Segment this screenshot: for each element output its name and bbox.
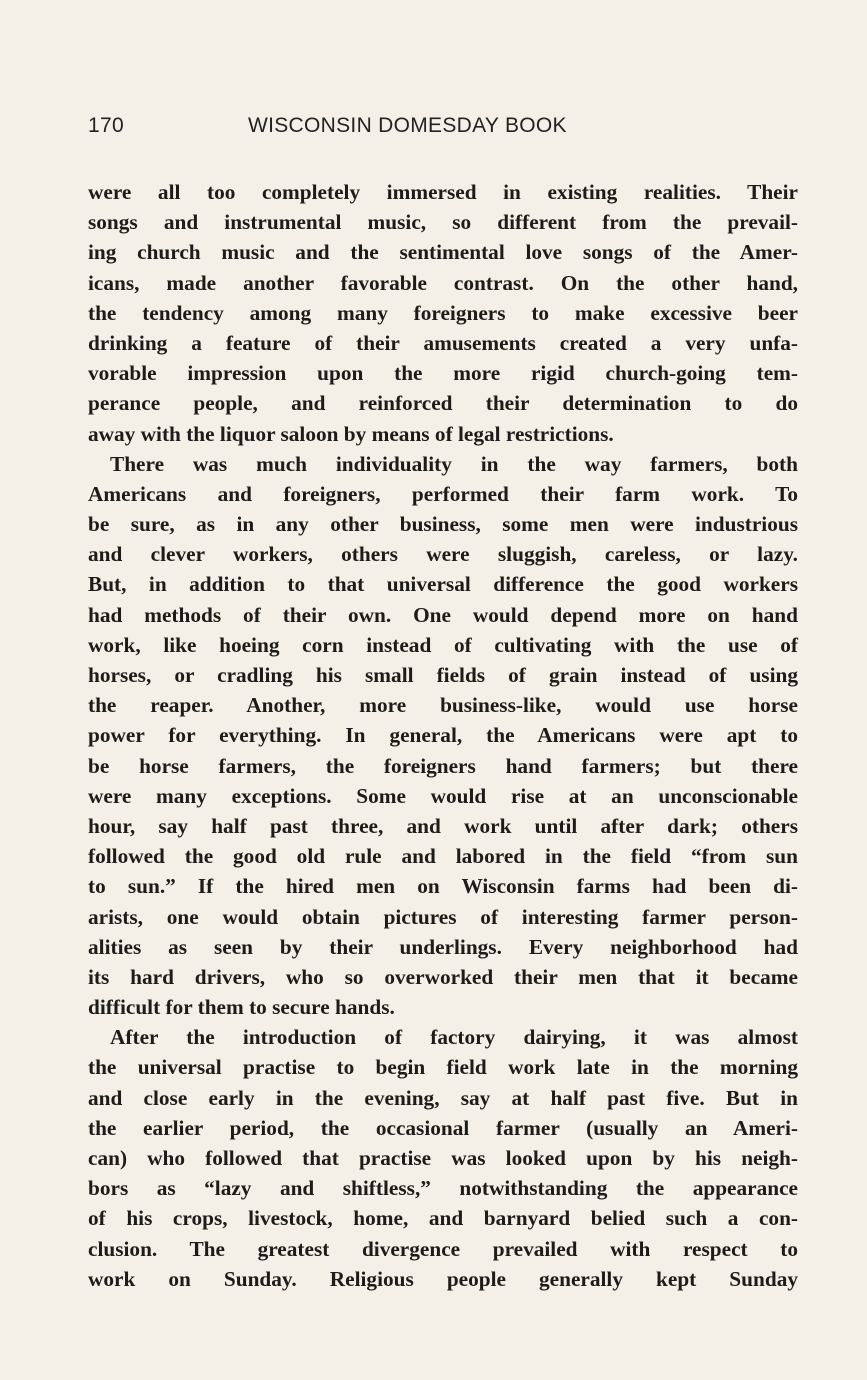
- text-line: hour, say half past three, and work until after dark; others: [88, 813, 798, 838]
- text-line: of his crops, livestock, home, and barnyard belied such a con-: [88, 1206, 798, 1231]
- text-line: But, in addition to that universal difference the good workers: [88, 572, 798, 597]
- text-line: arists, one would obtain pictures of interesting farmer person-: [88, 904, 798, 929]
- text-line: bors as “lazy and shiftless,” notwithstanding the appearance: [88, 1176, 798, 1201]
- text-line: to sun.” If the hired men on Wisconsin farms had been di-: [88, 874, 798, 899]
- text-line: were many exceptions. Some would rise at an unconscionable: [88, 783, 798, 808]
- text-line: its hard drivers, who so overworked their men that it became: [88, 964, 798, 989]
- text-line: Americans and foreigners, performed their farm work. To: [88, 481, 798, 506]
- text-line: difficult for them to secure hands.: [88, 995, 395, 1020]
- text-line: power for everything. In general, the Americans were apt to: [88, 723, 798, 748]
- body-text: [88, 177, 798, 1294]
- text-line: were all too completely immersed in existing realities. Their: [88, 180, 798, 204]
- text-line: work, like hoeing corn instead of cultivating with the use of: [88, 632, 798, 657]
- text-line: work on Sunday. Religious people generally kept Sunday: [88, 1266, 798, 1291]
- text-line: After the introduction of factory dairying, it was almost: [110, 1025, 798, 1050]
- text-line: icans, made another favorable contrast. On the other hand,: [88, 270, 798, 295]
- text-line: the tendency among many foreigners to make excessive beer: [88, 300, 798, 325]
- text-line: and clever workers, others were sluggish, careless, or lazy.: [88, 542, 798, 567]
- text-line: away with the liquor saloon by means of legal restrictions.: [88, 421, 614, 446]
- text-line: vorable impression upon the more rigid church-going tem-: [88, 361, 798, 386]
- text-line: perance people, and reinforced their determination to do: [88, 391, 798, 416]
- text-line: alities as seen by their underlings. Every neighborhood had: [88, 934, 798, 959]
- text-line: the earlier period, the occasional farmer (usually an Ameri-: [88, 1115, 798, 1140]
- text-line: be sure, as in any other business, some men were industrious: [88, 512, 798, 537]
- text-line: songs and instrumental music, so different from the prevail-: [88, 210, 798, 235]
- running-title: WISCONSIN DOMESDAY BOOK: [248, 114, 567, 137]
- text-line: had methods of their own. One would depend more on hand: [88, 602, 798, 627]
- text-line: the universal practise to begin field work late in the morning: [88, 1055, 798, 1080]
- text-line: drinking a feature of their amusements created a very unfa-: [88, 330, 798, 355]
- text-line: can) who followed that practise was looked upon by his neigh-: [88, 1146, 798, 1170]
- text-line: followed the good old rule and labored in the field “from sun: [88, 844, 798, 869]
- text-line: There was much individuality in the way farmers, both: [110, 451, 798, 476]
- text-line: and close early in the evening, say at half past five. But in: [88, 1085, 798, 1110]
- page-number: 170: [88, 114, 124, 137]
- text-line: ing church music and the sentimental love songs of the Amer-: [88, 240, 798, 265]
- text-line: clusion. The greatest divergence prevailed with respect to: [88, 1236, 798, 1261]
- text-line: horses, or cradling his small fields of grain instead of using: [88, 663, 798, 687]
- running-head: [88, 114, 798, 146]
- text-line: be horse farmers, the foreigners hand farmers; but there: [88, 753, 798, 778]
- text-line: the reaper. Another, more business-like, would use horse: [88, 693, 798, 718]
